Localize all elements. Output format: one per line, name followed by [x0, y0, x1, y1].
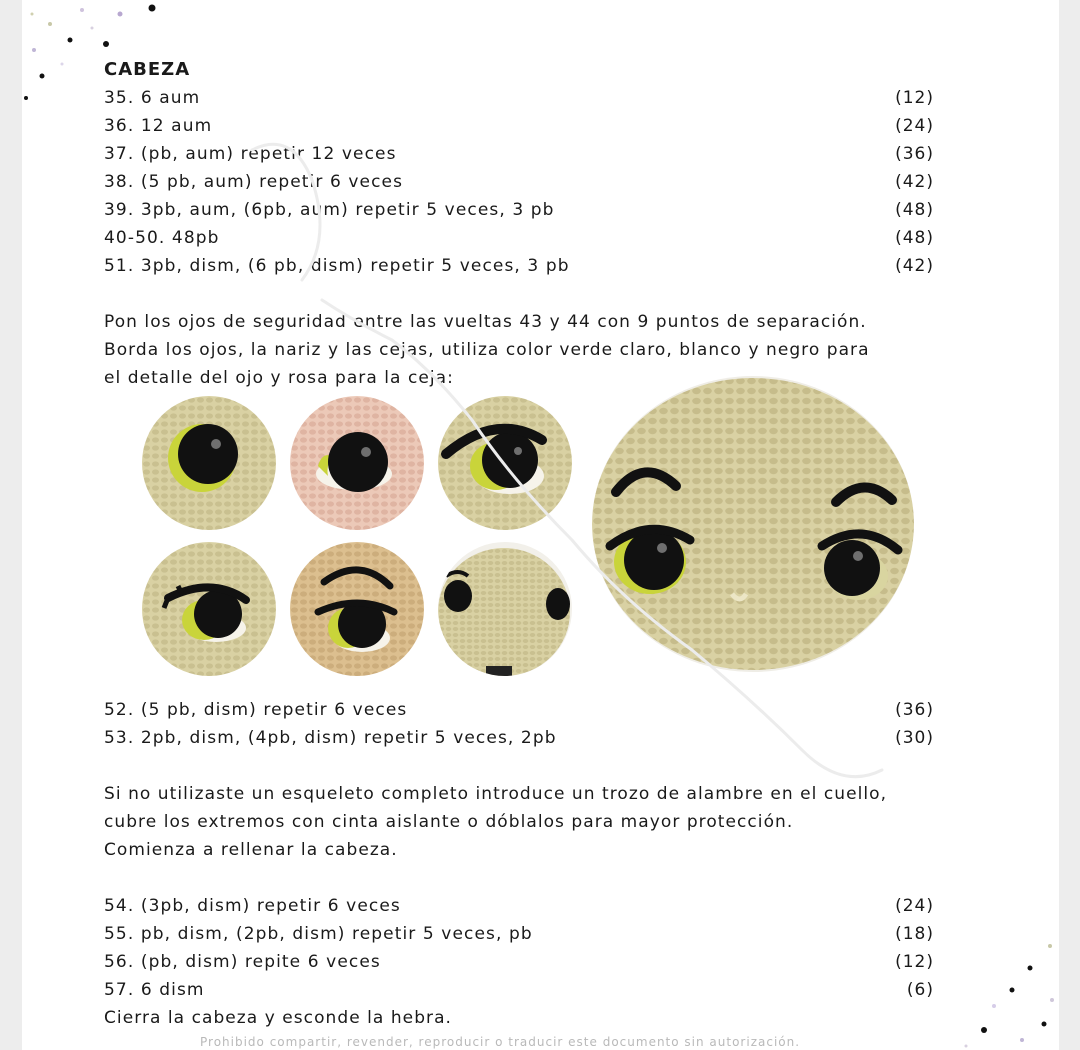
pattern-content — [104, 56, 934, 1032]
stitch-count: (12) — [895, 952, 934, 972]
closing-line: Cierra la cabeza y esconde la hebra. — [104, 1008, 452, 1028]
eye-photo-lash-detail — [142, 542, 276, 676]
instruction-row: 37. (pb, aum) repetir 12 veces (36) — [104, 140, 934, 168]
pattern-page — [22, 0, 1059, 1050]
stitch-count: (36) — [895, 144, 934, 164]
eye-photo-lashes — [438, 396, 572, 530]
section-title: CABEZA — [104, 59, 191, 80]
stitch-count: (48) — [895, 200, 934, 220]
instruction-row: 56. (pb, dism) repite 6 veces (12) — [104, 948, 934, 976]
stitch-count: (24) — [895, 116, 934, 136]
copyright-notice: Prohibido compartir, revender, reproducir o traducir este documento sin autorización. — [200, 1035, 801, 1049]
instruction-row: 52. (5 pb, dism) repetir 6 veces (36) — [104, 696, 934, 724]
instruction-row: 53. 2pb, dism, (4pb, dism) repetir 5 veces, 2pb (30) — [104, 724, 934, 752]
instruction-row: 38. (5 pb, aum) repetir 6 veces (42) — [104, 168, 934, 196]
stitch-count: (12) — [895, 88, 934, 108]
instruction-row: 54. (3pb, dism) repetir 6 veces (24) — [104, 892, 934, 920]
wire-instructions: Si no utilizaste un esqueleto completo introduce un trozo de alambre en el cuello, cubre los extremos con cinta aislante o dóblalos para mayor protección. Comienza a rellenar la cabeza. — [104, 784, 888, 860]
instruction-rows-top — [104, 84, 934, 280]
head-photo-small — [438, 542, 572, 676]
stitch-count: (36) — [895, 700, 934, 720]
instruction-row: 55. pb, dism, (2pb, dism) repetir 5 veces, pb (18) — [104, 920, 934, 948]
head-photo-large — [592, 376, 914, 672]
instruction-row: 36. 12 aum (24) — [104, 112, 934, 140]
stitch-count: (18) — [895, 924, 934, 944]
instruction-rows-middle — [104, 696, 934, 752]
stitch-count: (6) — [906, 980, 934, 1000]
instruction-rows-bottom — [104, 892, 934, 1004]
eye-photo-collage — [104, 394, 934, 696]
stitch-count: (48) — [895, 228, 934, 248]
instruction-row: 51. 3pb, dism, (6 pb, dism) repetir 5 veces, 3 pb (42) — [104, 252, 934, 280]
eye-photo-eyebrow — [290, 542, 424, 676]
instruction-row: 35. 6 aum (12) — [104, 84, 934, 112]
instruction-row: 39. 3pb, aum, (6pb, aum) repetir 5 veces, 3 pb (48) — [104, 196, 934, 224]
eye-photo-white-highlight — [290, 396, 424, 530]
stitch-count: (42) — [895, 172, 934, 192]
eye-photo-green-crescent — [142, 396, 276, 530]
stitch-count: (24) — [895, 896, 934, 916]
instruction-row: 57. 6 dism (6) — [104, 976, 934, 1004]
eyes-instructions: Pon los ojos de seguridad entre las vueltas 43 y 44 con 9 puntos de separación. Borda los ojos, la nariz y las cejas, utiliza color verde claro, blanco y negro para el detalle del ojo y rosa para la ceja: — [104, 312, 870, 388]
instruction-row: 40-50. 48pb (48) — [104, 224, 934, 252]
stitch-count: (42) — [895, 256, 934, 276]
stitch-count: (30) — [895, 728, 934, 748]
